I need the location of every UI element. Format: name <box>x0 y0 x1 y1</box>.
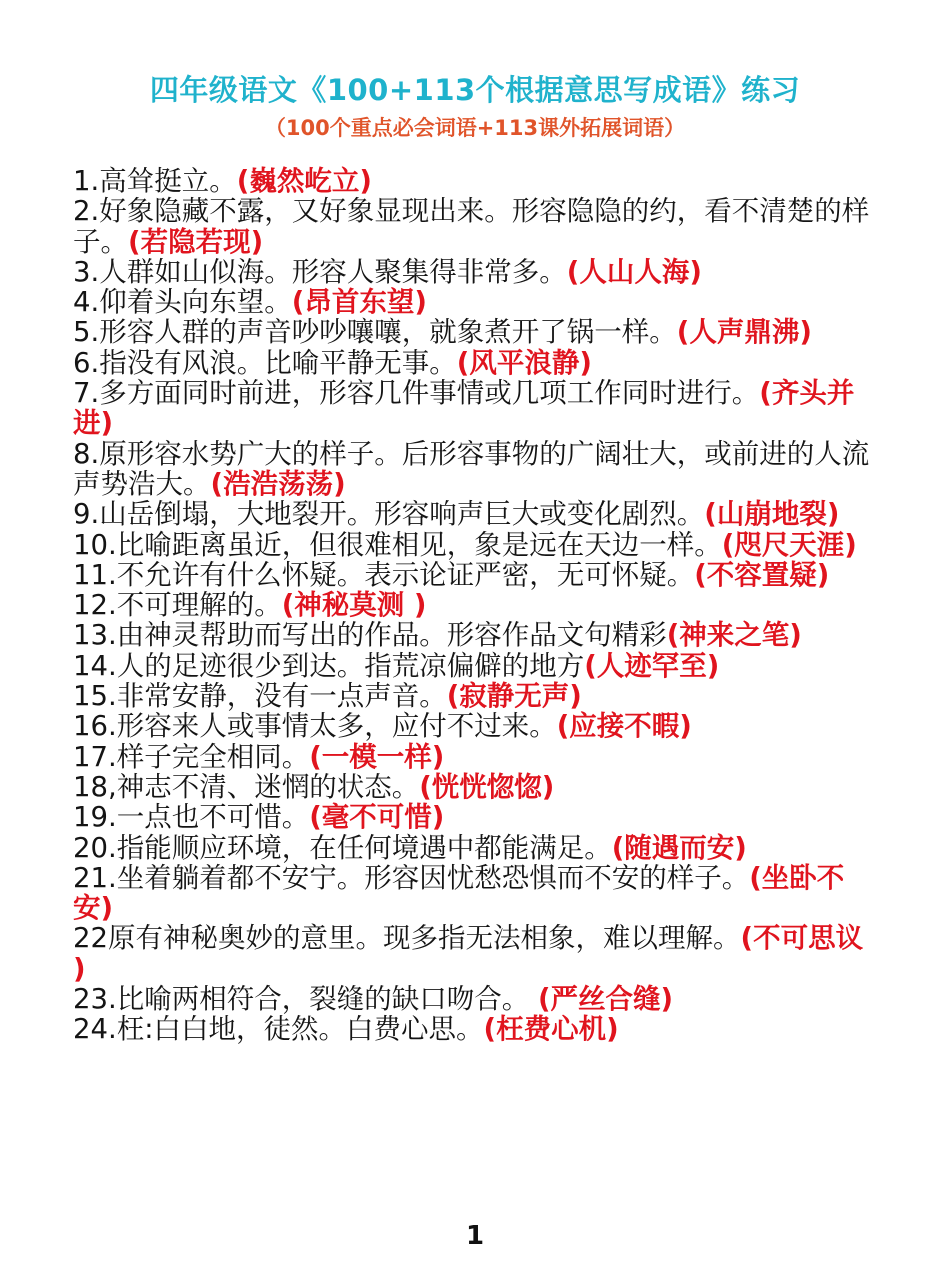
item-definition: 15.非常安静，没有一点声音。 <box>73 680 447 713</box>
item-answer: (毫不可惜) <box>309 801 445 834</box>
item-answer: (不容置疑) <box>694 558 830 591</box>
exercise-item <box>73 560 883 590</box>
exercise-item <box>73 620 883 650</box>
item-definition: 4.仰着头向东望。 <box>73 286 292 319</box>
exercise-item <box>73 1014 883 1044</box>
exercise-item <box>73 772 883 802</box>
exercise-item <box>73 166 883 196</box>
document-title: 四年级语文《100+113个根据意思写成语》练习 <box>149 73 801 107</box>
exercise-item <box>73 802 883 832</box>
item-answer: (坐卧不安) <box>73 861 845 925</box>
exercise-item <box>73 530 883 560</box>
document-subtitle: （100个重点必会词语+113课外拓展词语） <box>264 116 686 140</box>
item-answer: (巍然屹立) <box>236 165 372 197</box>
exercise-item <box>73 923 883 984</box>
item-definition: 22原有神秘奥妙的意里。现多指无法相象，难以理解。 <box>73 922 741 955</box>
item-definition: 1.高耸挺立。 <box>73 165 237 197</box>
item-answer: (神秘莫测 ) <box>281 589 427 622</box>
item-definition: 21.坐着躺着都不安宁。形容因忧愁恐惧而不安的样子。 <box>73 861 750 894</box>
exercise-item <box>73 439 883 500</box>
item-definition: 13.由神灵帮助而写出的作品。形容作品文句精彩 <box>73 619 667 652</box>
exercise-item <box>73 711 883 741</box>
item-answer: (随遇而安) <box>611 831 747 864</box>
exercise-item <box>73 196 883 257</box>
item-answer: (人声鼎沸) <box>676 316 812 349</box>
item-definition: 3.人群如山似海。形容人聚集得非常多。 <box>73 255 567 288</box>
page-header <box>0 72 950 142</box>
item-definition: 8.原形容水势广大的样子。后形容事物的广阔壮大，或前进的人流声势浩大。 <box>73 437 870 500</box>
item-definition: 18,神志不清、迷惘的状态。 <box>73 770 420 803</box>
item-answer: (严丝合缝) <box>537 983 674 1016</box>
item-definition: 14.人的足迹很少到达。指荒凉偏僻的地方 <box>73 649 585 682</box>
item-definition: 11.不允许有什么怀疑。表示论证严密，无可怀疑。 <box>73 558 695 591</box>
exercise-item <box>73 378 883 439</box>
exercise-item <box>73 317 883 347</box>
item-definition: 24.枉:白白地，徒然。白费心思。 <box>73 1013 484 1046</box>
item-definition: 5.形容人群的声音吵吵嚷嚷，就象煮开了锅一样。 <box>73 316 677 349</box>
item-definition: 12.不可理解的。 <box>73 589 282 622</box>
item-definition: 9.山岳倒塌，大地裂开。形容响声巨大或变化剧烈。 <box>73 498 705 531</box>
exercise-item <box>73 681 883 711</box>
exercise-item <box>73 287 883 317</box>
item-definition: 2.好象隐藏不露，又好象显现出来。形容隐隐的约，看不清楚的样子。 <box>73 195 870 258</box>
item-definition: 20.指能顺应环境，在任何境遇中都能满足。 <box>73 831 612 864</box>
item-definition: 6.指没有风浪。比喻平静无事。 <box>73 346 457 379</box>
item-definition: 7.多方面同时前进，形容几件事情或几项工作同时进行。 <box>73 377 760 410</box>
item-definition: 19.一点也不可惜。 <box>73 801 310 834</box>
item-answer: (山崩地裂) <box>704 498 840 531</box>
item-answer: (齐头并进) <box>73 377 855 440</box>
item-answer: (一模一样) <box>309 740 445 773</box>
item-answer: (人山人海) <box>566 255 702 288</box>
exercise-item <box>73 833 883 863</box>
item-answer: (浩浩荡荡) <box>210 467 346 500</box>
item-answer: (神来之笔) <box>666 619 802 652</box>
exercise-item <box>73 499 883 529</box>
item-answer: (恍恍惚惚) <box>419 770 555 803</box>
page-number: 1 <box>465 1221 485 1251</box>
item-answer: (咫尺天涯) <box>721 528 857 561</box>
exercise-item <box>73 863 883 924</box>
item-answer: (若隐若现) <box>128 225 264 258</box>
item-answer: (寂静无声) <box>446 680 582 713</box>
item-definition: 16.形容来人或事情太多，应付不过来。 <box>73 710 557 743</box>
item-answer: (人迹罕至) <box>584 649 720 682</box>
item-answer: (风平浪静) <box>456 346 592 379</box>
exercise-item <box>73 590 883 620</box>
item-definition: 10.比喻距离虽近，但很难相见，象是远在天边一样。 <box>73 528 722 561</box>
item-definition: 17.样子完全相同。 <box>73 740 310 773</box>
exercise-item <box>73 348 883 378</box>
item-answer: (不可思议 ) <box>73 922 864 985</box>
exercise-item <box>73 984 883 1014</box>
item-answer: (应接不暇) <box>556 710 692 743</box>
exercise-item <box>73 742 883 772</box>
exercise-item <box>73 651 883 681</box>
item-answer: (昂首东望) <box>291 286 427 319</box>
exercise-list <box>73 166 883 1045</box>
exercise-item <box>73 257 883 287</box>
item-definition: 23.比喻两相符合，裂缝的缺口吻合。 <box>73 983 538 1016</box>
item-answer: (枉费心机) <box>483 1013 619 1046</box>
